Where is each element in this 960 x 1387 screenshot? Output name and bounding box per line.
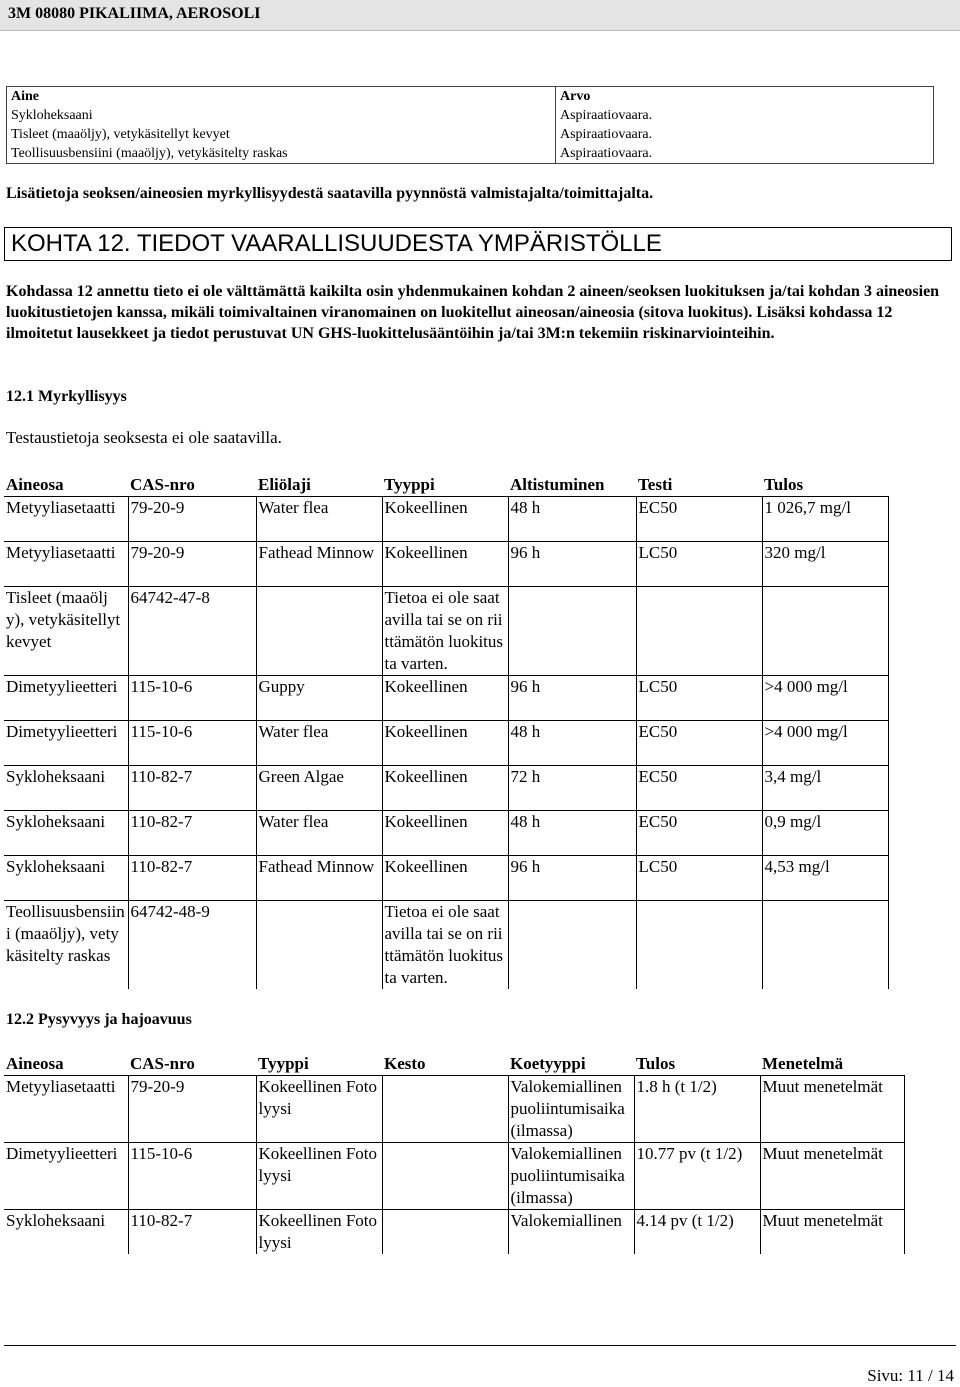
aspiration-col-header: Arvo	[560, 89, 591, 104]
toxicity-cell: Water flea	[256, 721, 382, 766]
toxicity-cell	[636, 901, 762, 990]
toxicity-cell: 48 h	[508, 811, 636, 856]
persistence-cell	[382, 1210, 508, 1255]
aspiration-table	[6, 86, 934, 164]
aspiration-name: Teollisuusbensiini (maaöljy), vetykäsitelty raskas	[11, 146, 288, 161]
table-row	[4, 587, 888, 676]
aspiration-name: Tisleet (maaöljy), vetykäsitellyt kevyet	[11, 127, 230, 142]
document-header	[0, 0, 960, 31]
persistence-cell: Muut menetelmät	[760, 1143, 904, 1210]
persistence-cell: Kokeellinen Fotolyysi	[256, 1143, 382, 1210]
table-row	[4, 676, 888, 721]
aspiration-value: Aspiraatiovaara.	[560, 146, 653, 161]
toxicity-cell: Kokeellinen	[382, 766, 508, 811]
toxicity-cell: Water flea	[256, 497, 382, 542]
toxicity-cell: 0,9 mg/l	[762, 811, 888, 856]
table-row	[4, 901, 888, 990]
toxicity-cell: Tisleet (maaöljy), vetykäsitellyt kevyet	[4, 587, 128, 676]
persistence-cell: Valokemiallinen puoliintumisaika (ilmassa)	[508, 1076, 634, 1143]
table-row	[4, 497, 888, 542]
toxicity-cell: 48 h	[508, 497, 636, 542]
persistence-header-cell: CAS-nro	[128, 1053, 256, 1076]
toxicity-cell: >4 000 mg/l	[762, 721, 888, 766]
aspiration-col-header: Aine	[11, 89, 39, 104]
toxicity-cell: Fathead Minnow	[256, 542, 382, 587]
table-row	[4, 721, 888, 766]
toxicity-cell: Fathead Minnow	[256, 856, 382, 901]
toxicity-cell: LC50	[636, 542, 762, 587]
toxicity-cell: Kokeellinen	[382, 811, 508, 856]
toxicity-cell	[256, 587, 382, 676]
toxicity-cell: Kokeellinen	[382, 676, 508, 721]
table-row	[4, 1143, 904, 1210]
toxicity-cell: 96 h	[508, 856, 636, 901]
table-row	[4, 856, 888, 901]
toxicity-cell: 4,53 mg/l	[762, 856, 888, 901]
toxicity-cell	[762, 587, 888, 676]
toxicity-cell: 1 026,7 mg/l	[762, 497, 888, 542]
toxicity-cell: Guppy	[256, 676, 382, 721]
persistence-cell: Kokeellinen Fotolyysi	[256, 1076, 382, 1143]
persistence-cell: Sykloheksaani	[6, 1211, 106, 1230]
section-title: KOHTA 12. TIEDOT VAARALLISUUDESTA YMPÄRISTÖLLE	[11, 230, 662, 257]
persistence-cell: 110-82-7	[128, 1210, 256, 1255]
footer-divider	[4, 1345, 956, 1346]
toxicity-cell: 79-20-9	[128, 497, 256, 542]
toxicity-cell: 64742-48-9	[128, 901, 256, 990]
toxicity-cell: Sykloheksaani	[4, 856, 128, 901]
toxicity-cell	[508, 587, 636, 676]
toxicity-cell	[256, 901, 382, 990]
toxicity-subtext: Testaustietoja seoksesta ei ole saatavilla.	[6, 428, 282, 447]
toxicity-heading: 12.1 Myrkyllisyys	[6, 388, 127, 405]
toxicity-header-cell: Altistuminen	[508, 474, 636, 497]
table-row	[4, 542, 888, 587]
toxicity-cell: 72 h	[508, 766, 636, 811]
persistence-cell: 1.8 h (t 1/2)	[634, 1076, 760, 1143]
toxicity-cell: 96 h	[508, 542, 636, 587]
persistence-table	[4, 1053, 905, 1254]
toxicity-cell: Water flea	[256, 811, 382, 856]
toxicity-cell: Sykloheksaani	[4, 811, 128, 856]
persistence-cell: 79-20-9	[128, 1076, 256, 1143]
toxicity-cell: Kokeellinen	[382, 497, 508, 542]
persistence-cell: Kokeellinen Fotolyysi	[256, 1210, 382, 1255]
persistence-cell: 115-10-6	[128, 1143, 256, 1210]
toxicity-info-note: Lisätietoja seoksen/aineosien myrkyllisyydestä saatavilla pyynnöstä valmistajalta/toimittajalta.	[6, 185, 654, 202]
toxicity-cell: 110-82-7	[128, 766, 256, 811]
page-number: Sivu: 11 / 14	[867, 1366, 954, 1385]
toxicity-table	[4, 474, 889, 989]
toxicity-cell: Kokeellinen	[382, 721, 508, 766]
table-row	[4, 811, 888, 856]
aspiration-name: Sykloheksaani	[11, 108, 93, 123]
toxicity-cell: 115-10-6	[128, 721, 256, 766]
toxicity-cell: 110-82-7	[128, 856, 256, 901]
toxicity-cell: LC50	[636, 856, 762, 901]
toxicity-cell: Metyyliasetaatti	[4, 497, 128, 542]
toxicity-header-cell: Aineosa	[4, 474, 128, 497]
persistence-heading: 12.2 Pysyvyys ja hajoavuus	[6, 1011, 192, 1028]
toxicity-header-cell: CAS-nro	[128, 474, 256, 497]
section-intro: Kohdassa 12 annettu tieto ei ole välttämättä kaikilta osin yhdenmukainen kohdan 2 aineen/seoksen luokituksen ja/tai kohdan 3 aineosien luokitustietojen kanssa, mikäli toimivaltainen viranomainen on luokitellut aineosan/aineosia (sitova luokitus). Lisäksi kohdassa 12 ilmoitetut lausekkeet ja tiedot perustuvat UN GHS-luokittelusääntöihin ja/tai 3M:n tekemiin riskinarviointeihin.	[6, 283, 940, 342]
toxicity-cell: >4 000 mg/l	[762, 676, 888, 721]
persistence-cell	[382, 1076, 508, 1143]
aspiration-value: Aspiraatiovaara.	[560, 127, 653, 142]
persistence-cell: Muut menetelmät	[760, 1076, 904, 1143]
table-row	[4, 1076, 904, 1143]
section-heading-box	[4, 227, 952, 261]
toxicity-cell: Sykloheksaani	[4, 766, 128, 811]
persistence-cell: Valokemiallinen	[508, 1210, 634, 1255]
persistence-header-cell: Koetyyppi	[508, 1053, 634, 1076]
persistence-header-cell: Aineosa	[4, 1053, 128, 1076]
toxicity-cell: Tietoa ei ole saatavilla tai se on riittämätön luokitusta varten.	[382, 901, 508, 990]
aspiration-values-cell	[556, 87, 934, 164]
toxicity-header-cell: Testi	[636, 474, 762, 497]
toxicity-cell: Kokeellinen	[382, 542, 508, 587]
persistence-cell: 4.14 pv (t 1/2)	[634, 1210, 760, 1255]
persistence-cell: Muut menetelmät	[760, 1210, 904, 1255]
persistence-header-cell: Menetelmä	[760, 1053, 904, 1076]
persistence-cell: Dimetyylieetteri	[4, 1143, 128, 1210]
toxicity-cell: 115-10-6	[128, 676, 256, 721]
toxicity-cell: Tietoa ei ole saatavilla tai se on riittämätön luokitusta varten.	[382, 587, 508, 676]
toxicity-cell: LC50	[636, 676, 762, 721]
toxicity-cell: 79-20-9	[128, 542, 256, 587]
toxicity-cell	[636, 587, 762, 676]
persistence-header-cell: Tulos	[634, 1053, 760, 1076]
toxicity-header-cell: Tyyppi	[382, 474, 508, 497]
toxicity-cell	[762, 901, 888, 990]
toxicity-cell: Kokeellinen	[382, 856, 508, 901]
toxicity-cell: Green Algae	[256, 766, 382, 811]
toxicity-cell: EC50	[636, 721, 762, 766]
toxicity-cell	[508, 901, 636, 990]
toxicity-cell: EC50	[636, 497, 762, 542]
persistence-cell: 10.77 pv (t 1/2)	[634, 1143, 760, 1210]
toxicity-cell: EC50	[636, 766, 762, 811]
toxicity-cell: 320 mg/l	[762, 542, 888, 587]
toxicity-cell: 96 h	[508, 676, 636, 721]
toxicity-cell: Dimetyylieetteri	[4, 676, 128, 721]
persistence-cell	[382, 1143, 508, 1210]
persistence-header-cell: Tyyppi	[256, 1053, 382, 1076]
table-row	[4, 766, 888, 811]
persistence-header-cell: Kesto	[382, 1053, 508, 1076]
toxicity-cell: 110-82-7	[128, 811, 256, 856]
toxicity-header-cell: Tulos	[762, 474, 888, 497]
toxicity-cell: Teollisuusbensiini (maaöljy), vetykäsitelty raskas	[6, 902, 125, 965]
persistence-cell: Valokemiallinen puoliintumisaika (ilmassa)	[508, 1143, 634, 1210]
persistence-cell: Metyyliasetaatti	[4, 1076, 128, 1143]
toxicity-cell: 3,4 mg/l	[762, 766, 888, 811]
document-title: 3M 08080 PIKALIIMA, AEROSOLI	[8, 5, 261, 22]
toxicity-cell: 64742-47-8	[128, 587, 256, 676]
aspiration-names-cell	[7, 87, 556, 164]
toxicity-cell: EC50	[636, 811, 762, 856]
aspiration-value: Aspiraatiovaara.	[560, 108, 653, 123]
toxicity-cell: 48 h	[508, 721, 636, 766]
toxicity-header-cell: Eliölaji	[256, 474, 382, 497]
toxicity-cell: Dimetyylieetteri	[4, 721, 128, 766]
table-row	[4, 1210, 904, 1255]
toxicity-cell: Metyyliasetaatti	[4, 542, 128, 587]
